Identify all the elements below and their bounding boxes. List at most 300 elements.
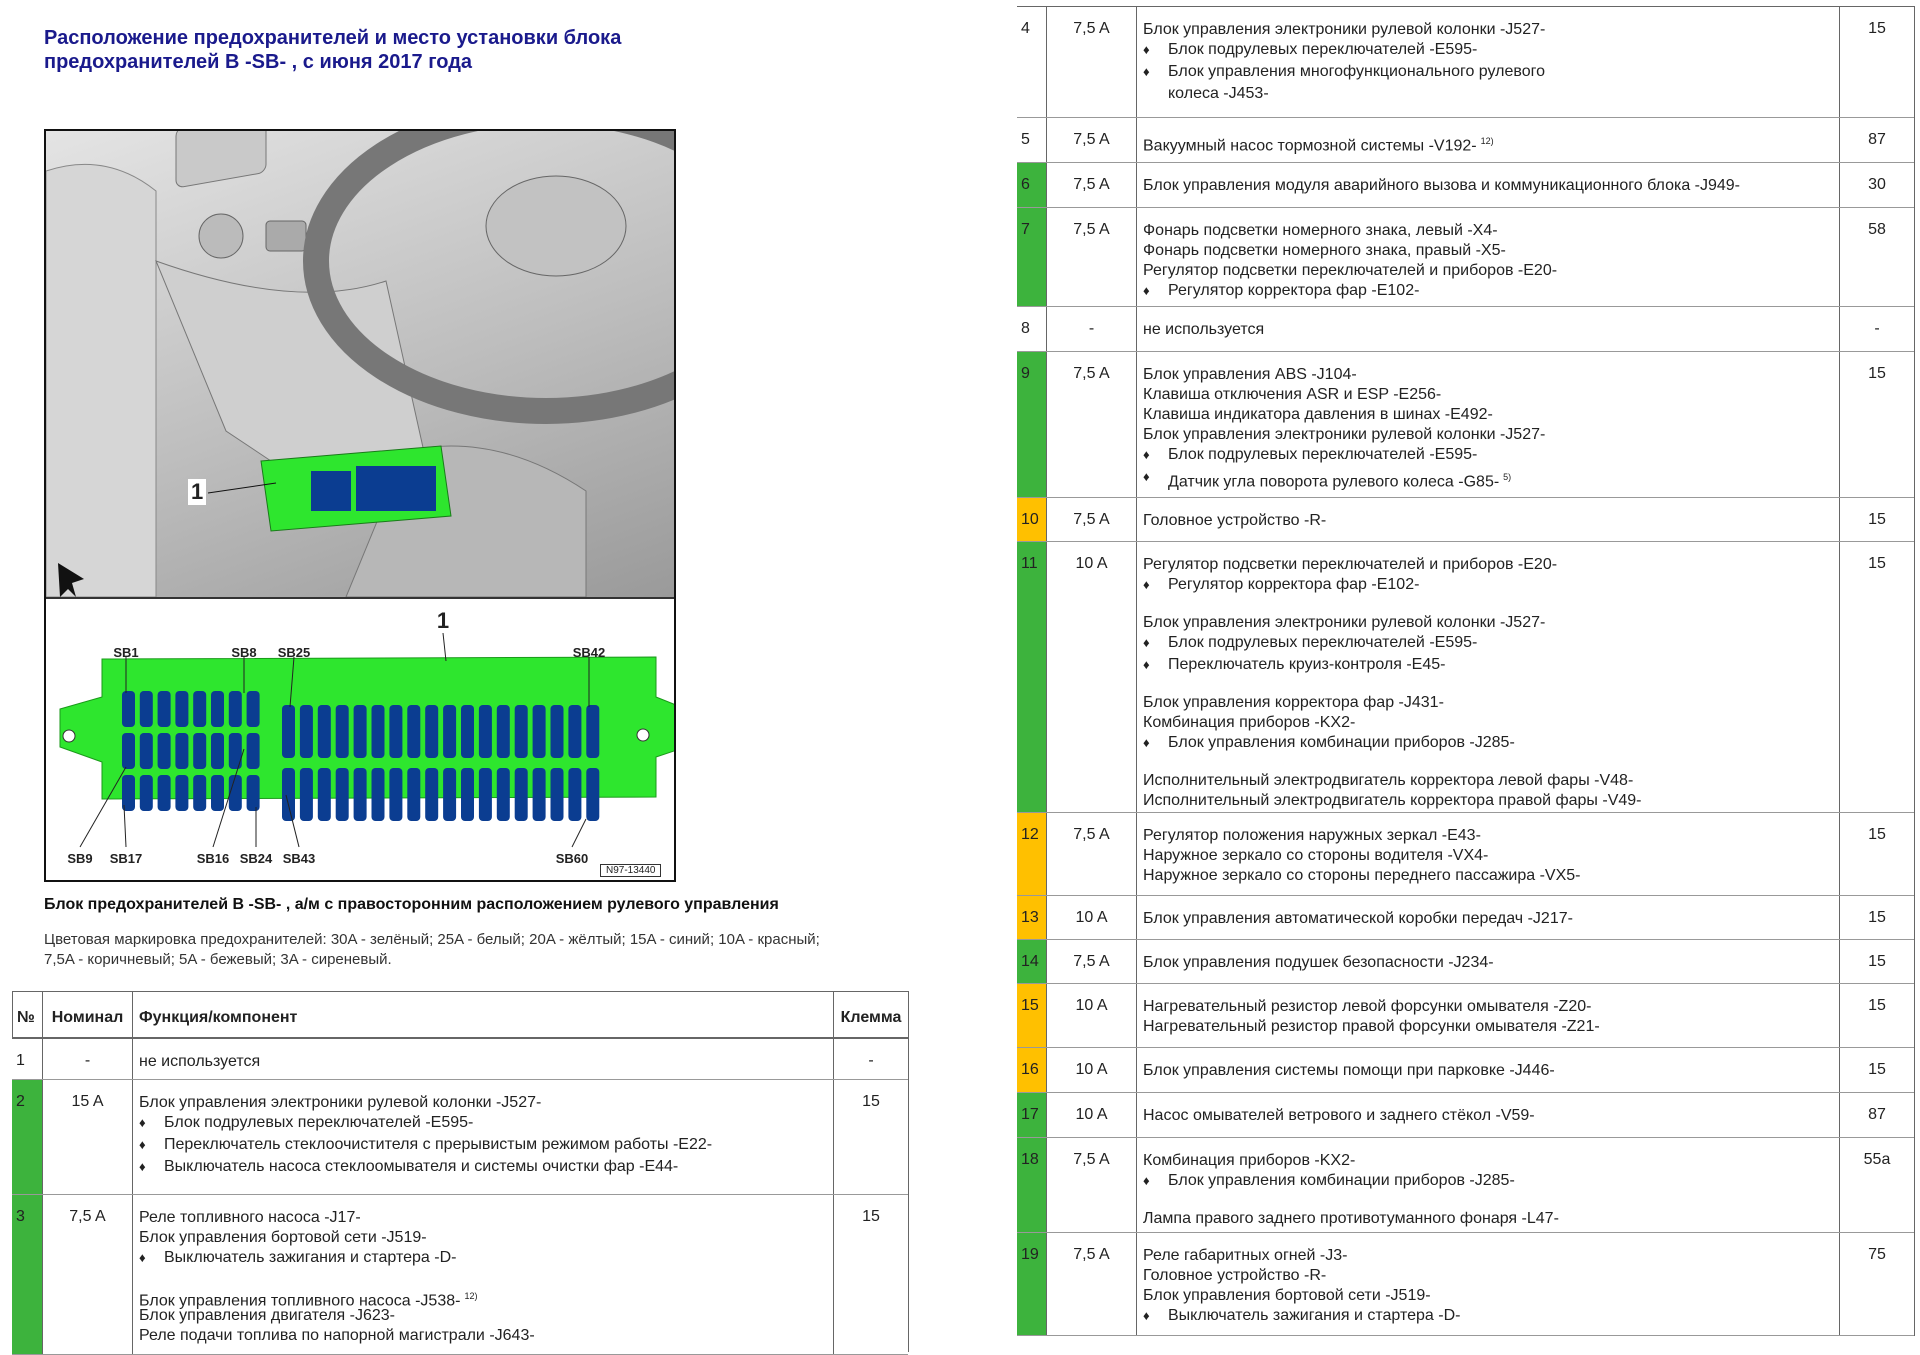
fuse-number: 18 xyxy=(1017,1138,1046,1232)
fuse-nominal: 15 A xyxy=(42,1080,132,1194)
fuse xyxy=(461,705,474,758)
fuse-function xyxy=(1136,813,1839,895)
fuse xyxy=(229,775,242,811)
function-text: Блок подрулевых переключателей -E595- xyxy=(1168,634,1478,651)
fuse-function xyxy=(1136,7,1839,117)
function-line xyxy=(1143,1266,1839,1286)
bullet-item xyxy=(1143,281,1839,303)
function-text: Блок управления бортовой сети -J519- xyxy=(139,1229,427,1246)
bullet-item xyxy=(1143,633,1839,655)
fuse xyxy=(300,768,313,821)
fuse-function xyxy=(1136,896,1839,939)
fuse xyxy=(497,705,510,758)
function-text: Комбинация приборов -KX2- xyxy=(1143,714,1356,731)
table-row xyxy=(1017,940,1914,984)
fuse xyxy=(193,691,206,727)
function-text: Регулятор положения наружных зеркал -E43- xyxy=(1143,827,1481,844)
function-line xyxy=(1143,1106,1839,1126)
fuse xyxy=(300,705,313,758)
label-sb25: SB25 xyxy=(277,645,311,660)
table-row xyxy=(1017,307,1914,352)
fuse-box-diagram xyxy=(46,597,674,880)
function-text: Реле топливного насоса -J17- xyxy=(139,1209,361,1226)
fuse xyxy=(175,691,188,727)
function-text: Блок управления двигателя -J623- xyxy=(139,1307,396,1324)
function-text: Блок управления автоматической коробки передач -J217- xyxy=(1143,910,1573,927)
fuse xyxy=(158,733,171,769)
table-row xyxy=(1017,7,1914,118)
fuse-function xyxy=(1136,498,1839,541)
label-sb60: SB60 xyxy=(555,851,589,866)
function-text: Головное устройство -R- xyxy=(1143,1267,1327,1284)
color-coding-note: Цветовая маркировка предохранителей: 30A - зелёный; 25A - белый; 20A - жёлтый; 15A - синий; 10A - красный; 7,5A - коричневый; 5A - бежевый; 3A - сиреневый. xyxy=(44,931,820,968)
fuse xyxy=(193,733,206,769)
fuse-function xyxy=(1136,1093,1839,1137)
table-row xyxy=(1017,896,1914,940)
fuse xyxy=(336,768,349,821)
function-line xyxy=(1143,1061,1839,1081)
function-text: Блок подрулевых переключателей -E595- xyxy=(1168,446,1478,463)
table-row xyxy=(1017,352,1914,498)
function-text: Датчик угла поворота рулевого колеса -G85- xyxy=(1168,473,1500,491)
table-row xyxy=(12,1195,908,1355)
fuse-terminal: - xyxy=(833,1039,908,1079)
fuse xyxy=(586,705,599,758)
header-num: № xyxy=(12,992,42,1037)
function-text: Исполнительный электродвигатель корректора левой фары -V48- xyxy=(1143,772,1634,789)
function-line xyxy=(1143,1193,1839,1209)
fuse-nominal: 7,5 A xyxy=(1046,813,1136,895)
function-text: Регулятор подсветки переключателей и приборов -E20- xyxy=(1143,262,1558,279)
fuse xyxy=(443,768,456,821)
function-line xyxy=(139,1326,833,1346)
fuse xyxy=(229,691,242,727)
function-text: Нагревательный резистор левой форсунки омывателя -Z20- xyxy=(1143,998,1592,1015)
label-sb43: SB43 xyxy=(282,851,316,866)
bullet-item xyxy=(139,1135,833,1157)
fuse-function xyxy=(1136,542,1839,812)
function-text: не используется xyxy=(139,1053,261,1070)
function-text: Блок управления многофункционального рулевого xyxy=(1168,63,1545,80)
table-row xyxy=(12,1080,908,1195)
fuse-nominal: 10 A xyxy=(1046,896,1136,939)
fuse xyxy=(551,768,564,821)
fuse-terminal: 15 xyxy=(833,1080,908,1194)
fuse xyxy=(354,705,367,758)
function-line xyxy=(139,1052,833,1072)
fuse-number: 16 xyxy=(1017,1048,1046,1092)
fuse-nominal: 7,5 A xyxy=(42,1195,132,1354)
function-text: Головное устройство -R- xyxy=(1143,512,1327,529)
function-text: Выключатель зажигания и стартера -D- xyxy=(164,1249,457,1266)
header-function: Функция/компонент xyxy=(132,992,833,1037)
table-row xyxy=(1017,542,1914,813)
table-header xyxy=(12,992,908,1039)
title-line-1: Расположение предохранителей и место установки блока xyxy=(44,27,622,49)
fuse xyxy=(372,768,385,821)
fuse-number: 11 xyxy=(1017,542,1046,812)
table-row xyxy=(1017,1138,1914,1233)
mounting-hole xyxy=(63,730,75,742)
function-text: Блок управления подушек безопасности -J234- xyxy=(1143,954,1494,971)
fuse xyxy=(247,733,260,769)
fuse-number: 8 xyxy=(1021,320,1030,337)
function-text: Реле габаритных огней -J3- xyxy=(1143,1247,1348,1264)
fuse-number: 5 xyxy=(1021,131,1030,148)
fuse-nominal: 7,5 A xyxy=(1046,1233,1136,1335)
fuse xyxy=(318,705,331,758)
fuse xyxy=(354,768,367,821)
function-text: Блок управления системы помощи при парковке -J446- xyxy=(1143,1062,1555,1079)
function-line xyxy=(139,1228,833,1248)
function-text: Выключатель насоса стеклоомывателя и системы очистки фар -E44- xyxy=(164,1158,679,1175)
function-line xyxy=(1143,241,1839,261)
function-text: Блок управления ABS -J104- xyxy=(1143,366,1357,383)
function-line xyxy=(1143,677,1839,693)
fuse-terminal: 15 xyxy=(1839,542,1914,812)
function-text: Вакуумный насос тормозной системы -V192- xyxy=(1143,137,1477,155)
fuse-nominal: 10 A xyxy=(1046,542,1136,812)
function-line xyxy=(1143,1017,1839,1037)
fuse-box-figure xyxy=(44,129,676,882)
table-row xyxy=(1017,163,1914,208)
fuse xyxy=(282,705,295,758)
function-line xyxy=(1143,693,1839,713)
function-line xyxy=(1143,791,1839,811)
fuse-nominal: 10 A xyxy=(1046,984,1136,1047)
fuse-table-left xyxy=(12,991,909,1352)
table-row xyxy=(1017,498,1914,542)
fuse-nominal: 7,5 A xyxy=(1046,940,1136,983)
fuse xyxy=(443,705,456,758)
function-line xyxy=(1143,909,1839,929)
function-line xyxy=(139,1208,833,1228)
function-text: Блок управления бортовой сети -J519- xyxy=(1143,1287,1431,1304)
fuse-number: 12 xyxy=(1017,813,1046,895)
photo-callout-number: 1 xyxy=(188,479,206,505)
fuse-number: 10 xyxy=(1017,498,1046,541)
fuse-function xyxy=(1136,1048,1839,1092)
function-text: Блок подрулевых переключателей -E595- xyxy=(164,1114,474,1131)
fuse-number: 9 xyxy=(1017,352,1046,497)
label-sb1: SB1 xyxy=(113,645,139,660)
fuse xyxy=(586,768,599,821)
bullet-item xyxy=(139,1248,833,1270)
bullet-item xyxy=(139,1157,833,1179)
title-line-2: предохранителей B -SB- , с июня 2017 года xyxy=(44,51,473,73)
fuse xyxy=(389,705,402,758)
fuse-nominal: 10 A xyxy=(1046,1048,1136,1092)
fuse xyxy=(407,705,420,758)
function-text: Переключатель стеклоочистителя с прерывистым режимом работы -E22- xyxy=(164,1136,713,1153)
fuse-terminal: 87 xyxy=(1839,118,1914,162)
function-line xyxy=(1143,320,1839,340)
fuse xyxy=(140,733,153,769)
fuse-terminal: 87 xyxy=(1839,1093,1914,1137)
fuse xyxy=(515,768,528,821)
fuse-nominal: 7,5 A xyxy=(1046,1138,1136,1232)
footnote-ref: 5) xyxy=(1503,472,1512,482)
fuse-nominal: - xyxy=(42,1039,132,1079)
fuse-terminal: 15 xyxy=(1839,940,1914,983)
function-line xyxy=(1143,597,1839,613)
fuse-number: 15 xyxy=(1017,984,1046,1047)
leader-line xyxy=(572,819,586,847)
bullet-item xyxy=(1143,1306,1839,1328)
table-row xyxy=(1017,813,1914,896)
fuse-table-right xyxy=(1017,6,1915,1336)
function-text: Блок управления электроники рулевой колонки -J527- xyxy=(1143,614,1546,631)
fuse xyxy=(497,768,510,821)
leader-line xyxy=(443,633,446,661)
function-line xyxy=(1143,84,1839,104)
fuse-nominal: 10 A xyxy=(1046,1093,1136,1137)
function-text: Регулятор корректора фар -E102- xyxy=(1168,576,1420,593)
fuse-function xyxy=(132,1039,833,1079)
fuse xyxy=(247,691,260,727)
dashboard-photo xyxy=(46,131,674,599)
fuse xyxy=(140,775,153,811)
function-line xyxy=(139,1270,833,1286)
function-line xyxy=(1143,846,1839,866)
function-line xyxy=(139,1093,833,1113)
fuse-number: 2 xyxy=(12,1080,42,1194)
function-text: Нагревательный резистор правой форсунки омывателя -Z21- xyxy=(1143,1018,1600,1035)
function-text: Блок управления электроники рулевой колонки -J527- xyxy=(1143,426,1546,443)
bullet-item xyxy=(1143,575,1839,597)
bullet-item xyxy=(1143,733,1839,755)
fuse xyxy=(318,768,331,821)
diagram-callout-number: 1 xyxy=(436,608,450,633)
fuse-function xyxy=(1136,940,1839,983)
fuse xyxy=(211,733,224,769)
function-line xyxy=(139,1286,833,1310)
function-text: Блок управления комбинации приборов -J285- xyxy=(1168,1172,1515,1189)
function-text: Лампа правого заднего противотуманного фонаря -L47- xyxy=(1143,1210,1559,1227)
bullet-item xyxy=(1143,1171,1839,1193)
fuse-number: 1 xyxy=(16,1052,25,1069)
table-row xyxy=(12,1039,908,1080)
fuse-terminal: 15 xyxy=(1839,813,1914,895)
fuse xyxy=(568,768,581,821)
fuse-function xyxy=(1136,163,1839,207)
function-line xyxy=(1143,221,1839,241)
table-row xyxy=(1017,208,1914,307)
fuse-terminal: 15 xyxy=(833,1195,908,1354)
dashboard-illustration xyxy=(46,131,674,597)
fuse xyxy=(533,705,546,758)
fuse-function xyxy=(1136,208,1839,306)
function-line xyxy=(1143,866,1839,886)
function-text: Комбинация приборов -KX2- xyxy=(1143,1152,1356,1169)
function-line xyxy=(1143,997,1839,1017)
function-line xyxy=(1143,261,1839,281)
fuse-terminal: 55a xyxy=(1839,1138,1914,1232)
fuse-nominal: 7,5 A xyxy=(1046,208,1136,306)
fuse xyxy=(461,768,474,821)
fuse xyxy=(175,775,188,811)
fuse-number: 4 xyxy=(1021,20,1030,37)
fuse-function xyxy=(1136,1138,1839,1232)
fuse xyxy=(515,705,528,758)
figure-code: N97-13440 xyxy=(600,864,661,877)
fuse xyxy=(336,705,349,758)
table-row xyxy=(1017,1048,1914,1093)
function-line xyxy=(1143,1151,1839,1171)
fuse xyxy=(479,768,492,821)
fuse xyxy=(158,775,171,811)
function-line xyxy=(1143,713,1839,733)
fuse-terminal: 15 xyxy=(1839,1048,1914,1092)
function-line xyxy=(1143,953,1839,973)
fuse-function xyxy=(1136,352,1839,497)
function-line xyxy=(1143,425,1839,445)
function-text: Блок подрулевых переключателей -E595- xyxy=(1168,41,1478,58)
function-line xyxy=(1143,1246,1839,1266)
function-text: Переключатель круиз-контроля -E45- xyxy=(1168,656,1446,673)
function-line xyxy=(1143,131,1839,155)
fuse xyxy=(122,733,135,769)
fuse-number: 13 xyxy=(1017,896,1046,939)
function-line xyxy=(1143,771,1839,791)
label-sb17: SB17 xyxy=(109,851,143,866)
function-line xyxy=(1143,385,1839,405)
fuse-function xyxy=(132,1080,833,1194)
fuse xyxy=(211,775,224,811)
fuse-nominal: - xyxy=(1046,307,1136,351)
function-text: Клавиша отключения ASR и ESP -E256- xyxy=(1143,386,1442,403)
fuse-terminal: 58 xyxy=(1839,208,1914,306)
fuse xyxy=(193,775,206,811)
function-line xyxy=(1143,20,1839,40)
fuse xyxy=(372,705,385,758)
function-text: колеса -J453- xyxy=(1168,85,1269,102)
fuse-terminal: 15 xyxy=(1839,984,1914,1047)
fuse xyxy=(568,705,581,758)
fuse-function xyxy=(132,1195,833,1354)
bullet-item xyxy=(1143,445,1839,467)
fuse-function xyxy=(1136,1233,1839,1335)
page-title xyxy=(44,26,621,74)
fuse-terminal: 15 xyxy=(1839,352,1914,497)
function-text: Наружное зеркало со стороны водителя -VX4- xyxy=(1143,847,1489,864)
function-line xyxy=(1143,511,1839,531)
fuse-terminal: 75 xyxy=(1839,1233,1914,1335)
function-text: Блок управления модуля аварийного вызова и коммуникационного блока -J949- xyxy=(1143,177,1741,194)
fuse-number: 3 xyxy=(12,1195,42,1354)
fuse xyxy=(140,691,153,727)
bullet-item xyxy=(1143,467,1839,489)
bullet-item xyxy=(1143,62,1839,84)
function-line xyxy=(1143,555,1839,575)
fuse-number: 6 xyxy=(1017,163,1046,207)
function-text: Блок управления корректора фар -J431- xyxy=(1143,694,1444,711)
label-sb24: SB24 xyxy=(239,851,273,866)
fuse-function xyxy=(1136,984,1839,1047)
label-sb8: SB8 xyxy=(231,645,257,660)
fuse-nominal: 7,5 A xyxy=(1046,498,1136,541)
mounting-hole xyxy=(637,729,649,741)
fuse-terminal: 15 xyxy=(1839,498,1914,541)
function-line xyxy=(1143,755,1839,771)
function-text: Фонарь подсветки номерного знака, левый -X4- xyxy=(1143,222,1498,239)
function-text: Блок управления электроники рулевой колонки -J527- xyxy=(139,1094,542,1111)
fuse-nominal: 7,5 A xyxy=(1046,163,1136,207)
bullet-item xyxy=(1143,655,1839,677)
fuse xyxy=(122,691,135,727)
function-text: Клавиша индикатора давления в шинах -E492- xyxy=(1143,406,1493,423)
fuse xyxy=(247,775,260,811)
fuse-function xyxy=(1136,118,1839,162)
fuse-number: 7 xyxy=(1017,208,1046,306)
function-line xyxy=(1143,176,1839,196)
fuse-terminal: 15 xyxy=(1839,896,1914,939)
fuse xyxy=(479,705,492,758)
fuse-number: 19 xyxy=(1017,1233,1046,1335)
fuse-terminal: 15 xyxy=(1839,7,1914,117)
function-line xyxy=(1143,405,1839,425)
fuse-function xyxy=(1136,307,1839,351)
header-nominal: Номинал xyxy=(42,992,132,1037)
label-sb42: SB42 xyxy=(572,645,606,660)
table-row xyxy=(1017,1093,1914,1138)
fuse xyxy=(175,733,188,769)
fuse-number: 14 xyxy=(1017,940,1046,983)
fuse xyxy=(551,705,564,758)
function-text: Блок управления комбинации приборов -J285- xyxy=(1168,734,1515,751)
fuse xyxy=(407,768,420,821)
function-text: Фонарь подсветки номерного знака, правый -X5- xyxy=(1143,242,1506,259)
fuse-nominal: 7,5 A xyxy=(1046,352,1136,497)
function-text: не используется xyxy=(1143,321,1265,338)
fuse xyxy=(389,768,402,821)
footnote-ref: 12) xyxy=(464,1291,478,1301)
function-text: Наружное зеркало со стороны переднего пассажира -VX5- xyxy=(1143,867,1581,884)
leader-line xyxy=(124,805,126,847)
header-terminal: Клемма xyxy=(833,992,908,1037)
fuse xyxy=(158,691,171,727)
function-text: Регулятор корректора фар -E102- xyxy=(1168,282,1420,299)
fuse-nominal: 7,5 A xyxy=(1046,118,1136,162)
figure-caption: Блок предохранителей B -SB- , а/м с правосторонним расположением рулевого управления xyxy=(44,896,779,913)
fuse xyxy=(211,691,224,727)
table-row xyxy=(1017,118,1914,163)
label-sb9: SB9 xyxy=(67,851,93,866)
bullet-item xyxy=(1143,40,1839,62)
function-line xyxy=(1143,365,1839,385)
function-text: Блок управления электроники рулевой колонки -J527- xyxy=(1143,21,1546,38)
fuse-number: 17 xyxy=(1017,1093,1046,1137)
function-line xyxy=(1143,613,1839,633)
label-sb16: SB16 xyxy=(196,851,230,866)
function-line xyxy=(1143,1209,1839,1229)
function-text: Реле подачи топлива по напорной магистрали -J643- xyxy=(139,1327,535,1344)
fuse-nominal: 7,5 A xyxy=(1046,7,1136,117)
fuse-terminal: 30 xyxy=(1839,163,1914,207)
table-row xyxy=(1017,1233,1914,1336)
function-text: Регулятор подсветки переключателей и приборов -E20- xyxy=(1143,556,1558,573)
function-text: Исполнительный электродвигатель корректора правой фары -V49- xyxy=(1143,792,1642,809)
function-text: Блок управления топливного насоса -J538- xyxy=(139,1292,461,1310)
fuse xyxy=(425,768,438,821)
function-line xyxy=(139,1306,833,1326)
fuse xyxy=(425,705,438,758)
bullet-item xyxy=(139,1113,833,1135)
table-row xyxy=(1017,984,1914,1048)
fuse-terminal: - xyxy=(1839,307,1914,351)
footnote-ref: 12) xyxy=(1480,136,1494,146)
fuse xyxy=(282,768,295,821)
